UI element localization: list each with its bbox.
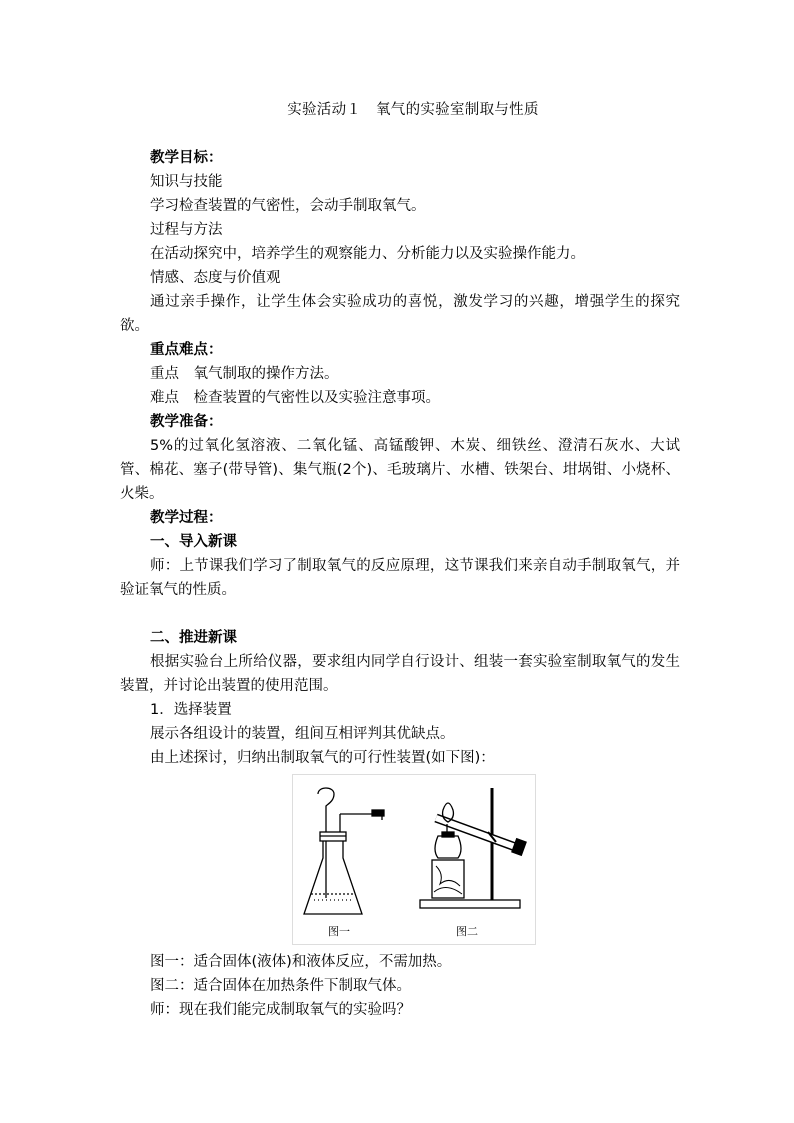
preparation-text: 5%的过氧化氢溶液、二氧化锰、高锰酸钾、木炭、细铁丝、澄清石灰水、大试管、棉花、塞子(带导管)、集气瓶(2个)、毛玻璃片、水槽、铁架台、坩埚钳、小烧杯、火柴。 xyxy=(120,438,680,502)
summary-text: 由上述探讨，归纳出制取氧气的可行性装置(如下图)： xyxy=(150,750,495,766)
knowledge-text: 学习检查装置的气密性，会动手制取氧气。 xyxy=(150,198,426,214)
figure2-caption: 图二 xyxy=(456,925,478,938)
document-body xyxy=(120,146,680,1022)
conical-flask-apparatus xyxy=(304,788,384,914)
preparation-heading: 教学准备： xyxy=(150,414,223,430)
apparatus-figure xyxy=(292,774,536,946)
difficult-point: 难点 检查装置的气密性以及实验注意事项。 xyxy=(150,390,440,406)
section1-text: 师：上节课我们学习了制取氧气的反应原理，这节课我们来亲自动手制取氧气，并验证氧气的性质。 xyxy=(120,558,680,598)
method-heading: 过程与方法 xyxy=(150,222,223,238)
emotion-heading: 情感、态度与价值观 xyxy=(150,270,281,286)
section2-heading: 二、推进新课 xyxy=(150,630,237,646)
process-heading: 教学过程： xyxy=(150,510,223,526)
method-text: 在活动探究中，培养学生的观察能力、分析能力以及实验操作能力。 xyxy=(150,246,585,262)
spacer xyxy=(120,602,680,626)
objectives-heading: 教学目标： xyxy=(150,150,223,166)
section2-text: 根据实验台上所给仪器，要求组内同学自行设计、组装一套实验室制取氧气的发生装置，并讨论出装置的使用范围。 xyxy=(120,654,680,694)
figure1-description: 图一：适合固体(液体)和液体反应，不需加热。 xyxy=(150,954,452,970)
figure2-description: 图二：适合固体在加热条件下制取气体。 xyxy=(150,978,411,994)
step1-heading: 1．选择装置 xyxy=(150,702,232,718)
key-point: 重点 氧气制取的操作方法。 xyxy=(150,366,339,382)
heating-apparatus xyxy=(420,788,526,908)
page-title: 实验活动１ 氧气的实验室制取与性质 xyxy=(287,102,539,118)
teacher-question: 师：现在我们能完成制取氧气的实验吗？ xyxy=(150,1002,411,1018)
knowledge-heading: 知识与技能 xyxy=(150,174,223,190)
section1-heading: 一、导入新课 xyxy=(150,534,237,550)
emotion-text: 通过亲手操作，让学生体会实验成功的喜悦，激发学习的兴趣，增强学生的探究欲。 xyxy=(120,294,680,334)
key-points-heading: 重点难点： xyxy=(150,342,223,358)
step1-text: 展示各组设计的装置，组间互相评判其优缺点。 xyxy=(150,726,455,742)
figure1-caption: 图一 xyxy=(328,925,350,938)
